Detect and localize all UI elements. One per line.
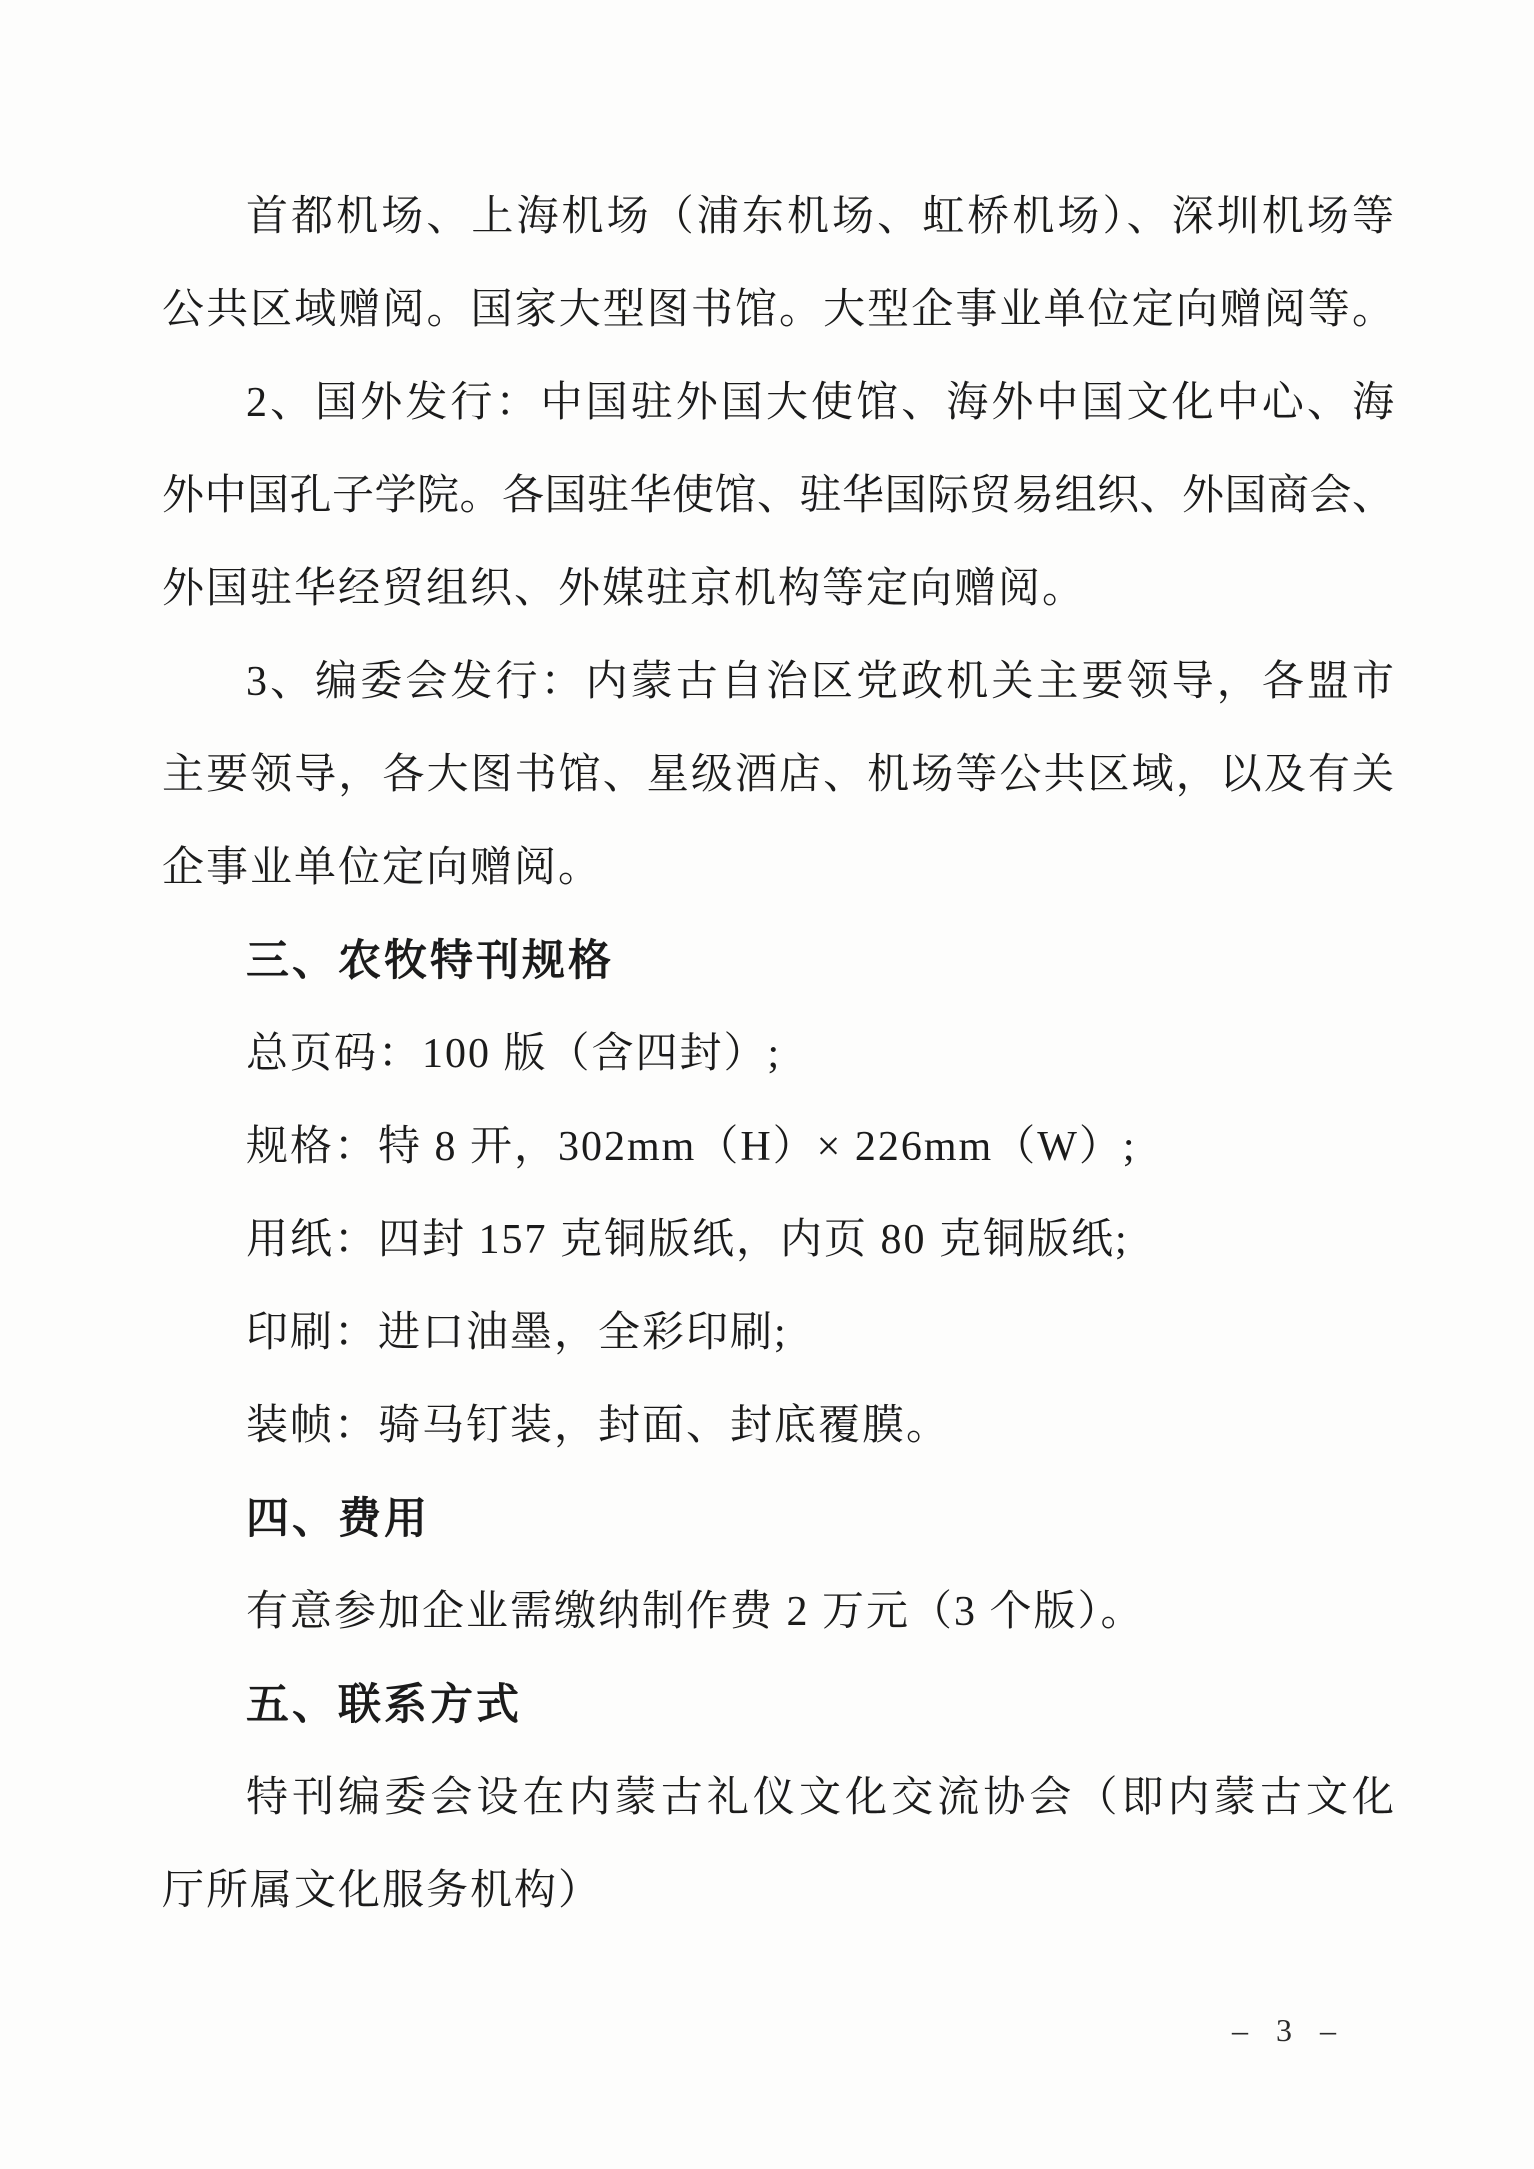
section-heading-contact: 五、联系方式 <box>246 1680 522 1730</box>
body-line-editorial-committee: 特刊编委会设在内蒙古礼仪文化交流协会（即内蒙古文化 <box>246 1775 1394 1821</box>
body-line-cultural-service: 厅所属文化服务机构） <box>162 1868 603 1914</box>
body-line-overseas-distribution: 2、国外发行：中国驻外国大使馆、海外中国文化中心、海 <box>246 380 1394 426</box>
spec-line-total-pages: 总页码：100 版（含四封）; <box>246 1031 782 1077</box>
spec-line-format: 规格：特 8 开，302mm（H）× 226mm（W）; <box>246 1124 1137 1170</box>
page-number: – 3 – <box>1232 2012 1346 2048</box>
body-line-league-leaders: 主要领导，各大图书馆、星级酒店、机场等公共区域，以及有关 <box>162 752 1394 798</box>
body-line-fee-amount: 有意参加企业需缴纳制作费 2 万元（3 个版）。 <box>246 1589 1145 1635</box>
spec-line-printing: 印刷：进口油墨，全彩印刷; <box>246 1310 788 1356</box>
body-line-committee-distribution: 3、编委会发行：内蒙古自治区党政机关主要领导，各盟市 <box>246 659 1394 705</box>
body-line-airports: 首都机场、上海机场（浦东机场、虹桥机场）、深圳机场等 <box>246 194 1394 240</box>
document-body <box>162 171 1394 1938</box>
body-line-foreign-media: 外国驻华经贸组织、外媒驻京机构等定向赠阅。 <box>162 566 1087 612</box>
section-heading-specs: 三、农牧特刊规格 <box>246 936 614 986</box>
spec-line-binding: 装帧：骑马钉装，封面、封底覆膜。 <box>246 1403 951 1449</box>
body-line-public-areas: 公共区域赠阅。国家大型图书馆。大型企事业单位定向赠阅等。 <box>162 287 1394 333</box>
body-line-enterprises: 企事业单位定向赠阅。 <box>162 845 603 891</box>
section-heading-fees: 四、费用 <box>246 1494 430 1544</box>
body-line-confucius-institutes: 外中国孔子学院。各国驻华使馆、驻华国际贸易组织、外国商会、 <box>162 473 1394 519</box>
spec-line-paper: 用纸：四封 157 克铜版纸，内页 80 克铜版纸; <box>246 1217 1129 1263</box>
